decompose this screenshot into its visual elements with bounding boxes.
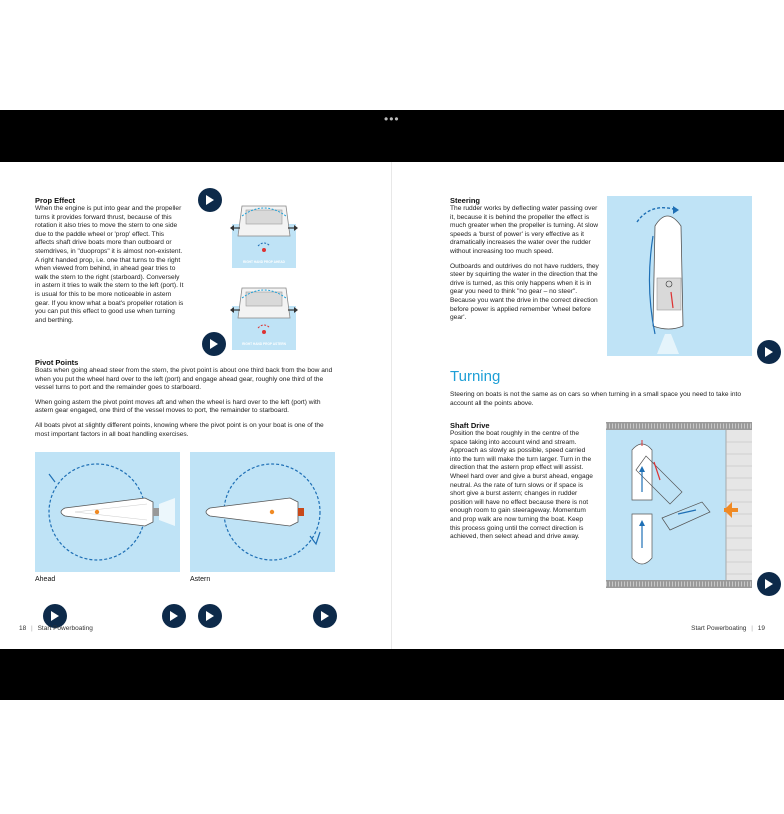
left-page-number: 18 <box>19 625 27 632</box>
pivot-astern-diagram <box>190 452 335 572</box>
pivot-points-para-1: Boats when going ahead steer from the stern, the pivot point is about one third back from the bow and when you put the wheel hard over to the left (port) and engage ahead gear, roughly one third of the vessel turns to port and the remainder goes to starboard. <box>35 367 333 392</box>
play-button-astern-1[interactable] <box>198 604 222 628</box>
prop-effect-text: When the engine is put into gear and the propeller turns it provides forward thrust, because of this rotation it also tries to move the stern to one side due to the paddle wheel or 'prop' effect. This affects shaft drive boats more than outboard or stemdrives, in "duoprops" it is almost non-existent. A right handed prop, i.e. one that turns to the right when viewed from behind, in ahead gear tries to walk the stern to the right (starboard). Conversely in astern it tries to walk the stern to the left (port). It is usual for this to be more noticeable in astern gear. If you know what a boat's propeller rotation is you can put this effect to good use when turning and berthing. <box>35 205 184 324</box>
prop-effect-section <box>35 196 185 325</box>
steering-heading: Steering <box>450 196 481 205</box>
turning-heading: Turning <box>450 368 501 385</box>
play-icon <box>50 610 60 622</box>
play-icon <box>205 610 215 622</box>
turning-intro: Steering on boats is not the same as on cars so when turning in a small space you need to take into account all the points above. <box>450 391 742 407</box>
play-button-astern-2[interactable] <box>313 604 337 628</box>
right-page-number: 19 <box>757 625 765 632</box>
play-icon <box>764 578 774 590</box>
shaft-drive-text: Position the boat roughly in the centre of the space taking into account wind and stream. Approach as slowly as possible, speed carried into the turn will make the turn larger. Turn in the direction that the astern prop effect will assist. Wheel hard over and give a burst ahead, engage neutral. As the rate of turn slows or if space is short give a burst astern; changes in rudder position will have no effect because there is not enough room to gain steerageway. Momentum and prop walk are now turning the boat. Keep this process going until the correct direction is achieved, then select ahead and drive away. <box>450 430 593 541</box>
turning-intro-block <box>450 391 760 408</box>
prop-ahead-label: RIGHT HAND PROP AHEAD <box>243 260 285 264</box>
play-icon <box>205 194 215 206</box>
prop-astern-label: RIGHT HAND PROP ASTERN <box>242 342 286 346</box>
play-icon <box>764 346 774 358</box>
prop-effect-heading: Prop Effect <box>35 196 76 205</box>
pivot-points-para-2: When going astern the pivot point moves aft and when the wheel is hard over to the left (port) with astern gear engaged, one third of the vessel moves to port, the remainder to starboard. <box>35 398 321 415</box>
right-footer-title: Start Powerboating <box>691 625 747 632</box>
right-footer: Start Powerboating | 19 <box>691 625 765 632</box>
pivot-ahead-diagram <box>35 452 180 572</box>
play-button-ahead-2[interactable] <box>162 604 186 628</box>
more-dots-icon[interactable]: ••• <box>384 112 400 126</box>
pivot-points-heading: Pivot Points <box>35 358 79 367</box>
caption-ahead: Ahead <box>35 576 56 583</box>
steering-section <box>450 196 600 323</box>
left-page <box>0 162 392 649</box>
play-button-prop-astern[interactable] <box>202 332 226 356</box>
play-button-steering[interactable] <box>757 340 781 364</box>
play-icon <box>169 610 179 622</box>
pivot-points-para-3: All boats pivot at slightly different points, knowing where the pivot point is on your boat is one of the most important factors in all boat handling exercises. <box>35 421 324 438</box>
play-button-shaft-drive[interactable] <box>757 572 781 596</box>
left-footer: 18 | Start Powerboating <box>19 625 93 632</box>
prop-ahead-diagram <box>228 196 300 270</box>
shaft-drive-diagram <box>606 422 752 588</box>
pivot-points-section <box>35 358 335 439</box>
right-page <box>392 162 784 649</box>
prop-astern-diagram <box>228 276 300 352</box>
steering-diagram <box>607 196 752 356</box>
play-icon <box>209 338 219 350</box>
caption-astern: Astern <box>190 576 211 583</box>
shaft-drive-section <box>450 421 595 542</box>
bottom-black-bar <box>0 649 784 700</box>
play-button-prop-effect[interactable] <box>198 188 222 212</box>
shaft-drive-heading: Shaft Drive <box>450 421 490 430</box>
play-icon <box>320 610 330 622</box>
left-footer-title: Start Powerboating <box>37 625 93 632</box>
steering-para-1: The rudder works by deflecting water passing over it, because it is behind the propeller the effect is much greater when the propeller is turning. At slow speeds a 'burst of power' is very effective as it dramatically increases the water over the rudder without increasing too much speed. <box>450 205 599 255</box>
steering-para-2: Outboards and outdrives do not have rudders, they steer by squirting the water in the direction that the drive is turned, as this only happens when it is in gear you need to think "no gear – no steer". Because you want the drive in the correct direction before power is applied remember 'wheel before gear'. <box>450 262 599 322</box>
